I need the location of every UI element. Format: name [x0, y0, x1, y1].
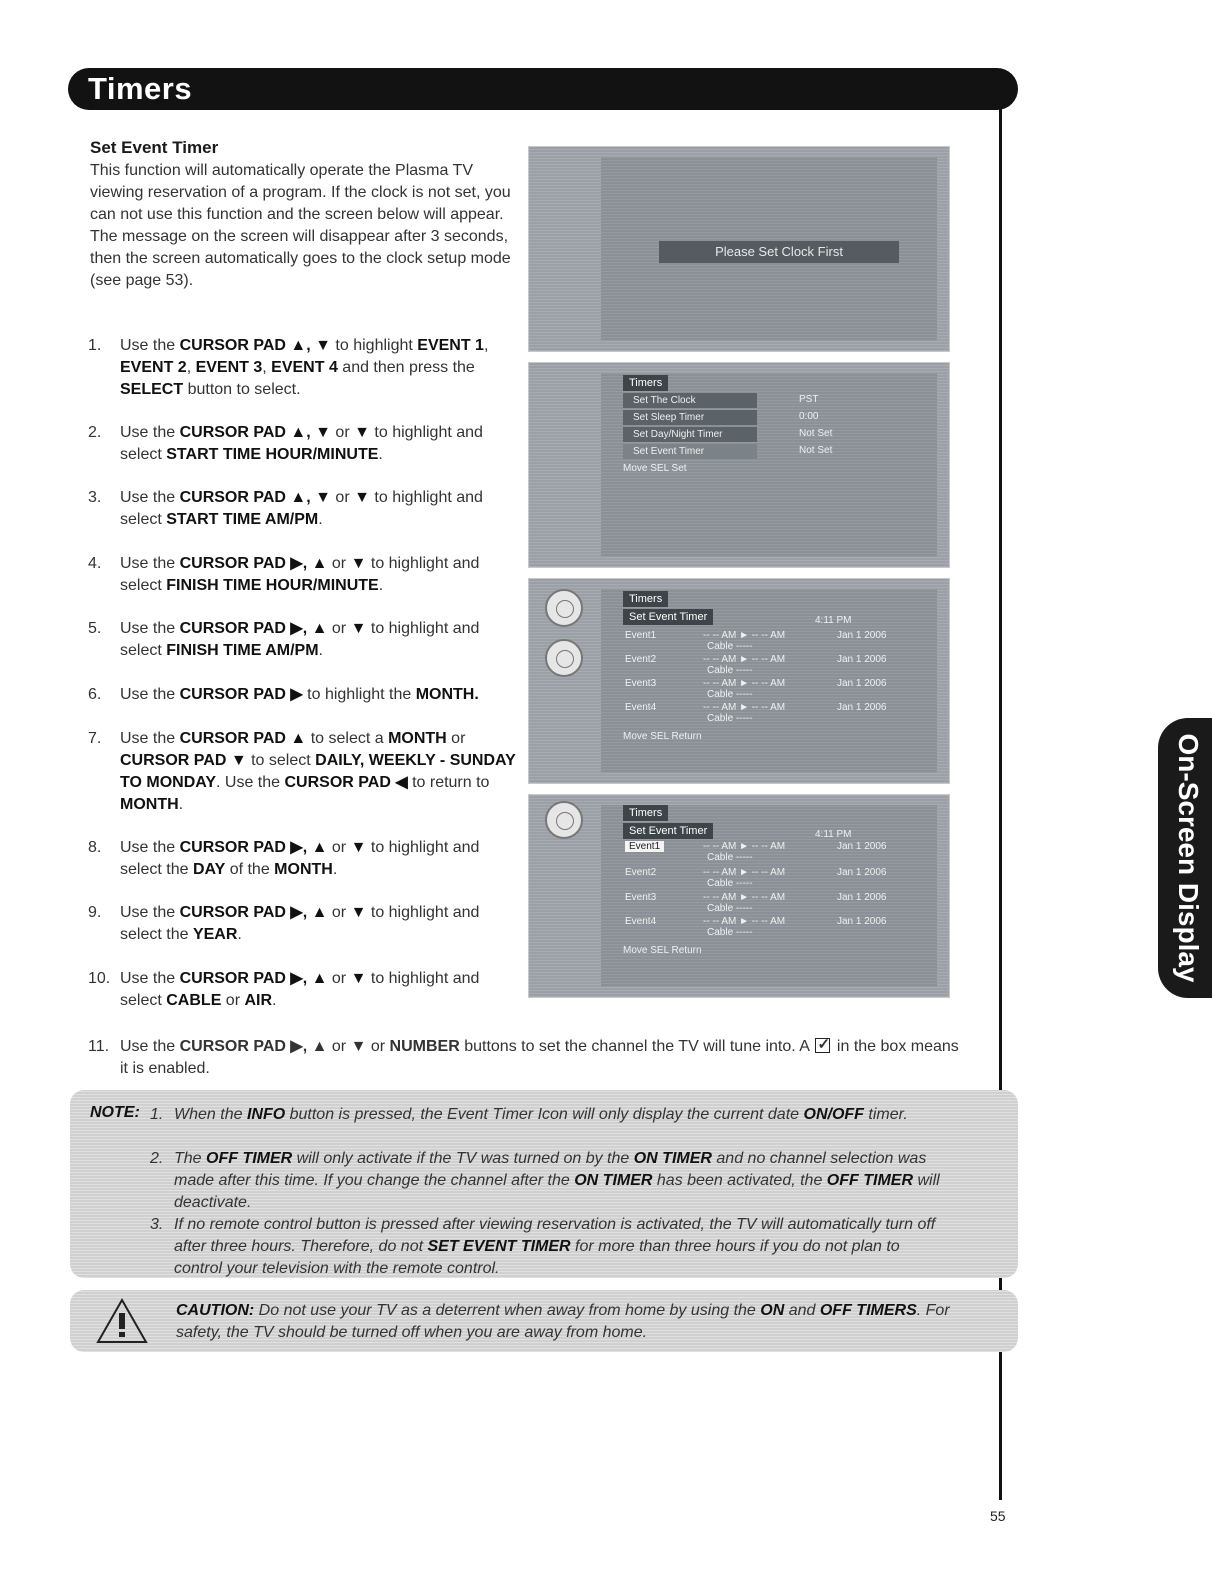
step-number: 3.: [88, 489, 102, 506]
event-date: Jan 1 2006: [837, 867, 887, 878]
tv-screen-event-list-selected: [528, 794, 950, 998]
note-text: If no remote control button is pressed after viewing reservation is activated, the TV will automatically turn off after three hours. Therefore, do not SET EVENT TIMER for more than three hours if you do not plan to control your television with the remote control.: [174, 1216, 936, 1277]
event-cable: Cable -----: [707, 927, 753, 938]
remote-cursor-icon: [545, 639, 583, 677]
step-text: Use the CURSOR PAD ▶, ▲ or ▼ to highlight and select the DAY of the MONTH.: [120, 839, 480, 878]
event-label-selected: Event1: [625, 841, 664, 852]
menu-title: Timers: [623, 375, 668, 391]
note-text: When the INFO button is pressed, the Event Timer Icon will only display the current date ON/OFF timer.: [174, 1106, 908, 1123]
note-item: [150, 1214, 950, 1280]
step-number: 8.: [88, 839, 102, 856]
event-label: Event4: [625, 916, 657, 927]
event-label: Event3: [625, 892, 657, 903]
step-number: 10.: [88, 970, 111, 987]
menu-subtitle: Set Event Timer: [623, 609, 713, 625]
note-number: 1.: [150, 1106, 164, 1123]
menu-subtitle: Set Event Timer: [623, 823, 713, 839]
step-text: Use the CURSOR PAD ▶, ▲ or ▼ to highlight and select the YEAR.: [120, 904, 480, 943]
step-item: [88, 968, 518, 1012]
menu-title: Timers: [623, 591, 668, 607]
event-label: Event2: [625, 654, 657, 665]
page-number: 55: [990, 1508, 1006, 1524]
step-item: [88, 335, 518, 401]
menu-value: PST: [799, 394, 819, 405]
step-text: Use the CURSOR PAD ▶, ▲ or ▼ to highlight and select CABLE or AIR.: [120, 970, 480, 1009]
step-item: [88, 618, 518, 662]
event-cable: Cable -----: [707, 852, 753, 863]
step-number: 11.: [88, 1038, 110, 1055]
note-number: 2.: [150, 1150, 164, 1167]
menu-footer: Move SEL Set: [623, 463, 687, 474]
event-date: Jan 1 2006: [837, 892, 887, 903]
menu-value: Not Set: [799, 428, 833, 439]
section-heading: Set Event Timer: [90, 138, 219, 157]
event-cable: Cable -----: [707, 641, 753, 652]
step-item-11: [88, 1036, 968, 1080]
event-label: Event2: [625, 867, 657, 878]
step-text: Use the CURSOR PAD ▶, ▲ or ▼ to highlight and select FINISH TIME AM/PM.: [120, 620, 480, 659]
step-number: 5.: [88, 620, 102, 637]
event-time: -- -- AM ► -- -- AM: [703, 678, 786, 689]
event-time: -- -- AM ► -- -- AM: [703, 892, 786, 903]
warning-triangle-icon: [96, 1297, 148, 1345]
tv-screen-event-list: [528, 578, 950, 784]
step-number: 9.: [88, 904, 102, 921]
step-number: 4.: [88, 555, 102, 572]
step-item: [88, 422, 518, 466]
step-item: [88, 902, 518, 946]
step-text: Use the CURSOR PAD ▲, ▼ or ▼ to highlight and select START TIME AM/PM.: [120, 489, 483, 528]
event-time: -- -- AM ► -- -- AM: [703, 916, 786, 927]
event-label: Event3: [625, 678, 657, 689]
menu-item-selected: Set Event Timer: [623, 444, 757, 459]
event-time: -- -- AM ► -- -- AM: [703, 654, 786, 665]
intro-paragraph: This function will automatically operate the Plasma TV viewing reservation of a program. If the clock is not set, you can not use this function and the screen below will appear. The message on the screen will disappear after 3 seconds, then the screen automatically goes to the clock setup mode (see page 53).: [90, 162, 511, 289]
side-tab-label: On-Screen Display: [1173, 733, 1204, 983]
event-time: -- -- AM ► -- -- AM: [703, 630, 786, 641]
event-date: Jan 1 2006: [837, 841, 887, 852]
event-time: -- -- AM ► -- -- AM: [703, 702, 786, 713]
event-label: Event4: [625, 702, 657, 713]
event-date: Jan 1 2006: [837, 678, 887, 689]
step-number: 7.: [88, 730, 102, 747]
event-date: Jan 1 2006: [837, 654, 887, 665]
clock-message: Please Set Clock First: [659, 241, 899, 263]
event-label: Event1: [625, 630, 657, 641]
menu-footer: Move SEL Return: [623, 945, 702, 956]
event-time: -- -- AM ► -- -- AM: [703, 841, 786, 852]
tv-screen-clock-message: [528, 146, 950, 352]
clock-label: 4:11 PM: [815, 615, 852, 626]
step-item: [88, 684, 518, 706]
page-title: Timers: [88, 71, 193, 106]
tv-screen-timers-menu: [528, 362, 950, 568]
step-text: Use the CURSOR PAD ▶, ▲ or ▼ to highlight and select FINISH TIME HOUR/MINUTE.: [120, 555, 480, 594]
menu-item: Set Sleep Timer: [623, 410, 757, 425]
step-number: 2.: [88, 424, 102, 441]
step-text: Use the CURSOR PAD ▶ to highlight the MONTH.: [120, 686, 479, 703]
remote-cursor-icon: [545, 589, 583, 627]
note-text: The OFF TIMER will only activate if the TV was turned on by the ON TIMER and no channel selection was made after this time. If you change the channel after the ON TIMER has been activated, the OFF TIMER will deactivate.: [174, 1150, 940, 1211]
event-date: Jan 1 2006: [837, 702, 887, 713]
step-number: 1.: [88, 337, 102, 354]
menu-value: 0:00: [799, 411, 819, 422]
menu-footer: Move SEL Return: [623, 731, 702, 742]
event-cable: Cable -----: [707, 689, 753, 700]
header-bar: [68, 68, 1018, 110]
step-item: [88, 553, 518, 597]
clock-label: 4:11 PM: [815, 829, 852, 840]
event-time: -- -- AM ► -- -- AM: [703, 867, 786, 878]
event-cable: Cable -----: [707, 903, 753, 914]
step-item: [88, 837, 518, 881]
note-title: NOTE:: [90, 1104, 140, 1121]
step-text: Use the CURSOR PAD ▶, ▲ or ▼ or NUMBER buttons to set the channel the TV will tune into. A ✓ in the box means it is enabled.: [120, 1036, 968, 1080]
step-item: [88, 728, 518, 816]
menu-item: Set The Clock: [623, 393, 757, 408]
checkbox-checked-icon: [815, 1038, 830, 1053]
step-text: Use the CURSOR PAD ▲ to select a MONTH or CURSOR PAD ▼ to select DAILY, WEEKLY - SUNDAY TO MONDAY. Use the CURSOR PAD ◀ to return to MONTH.: [120, 730, 516, 813]
step-text: Use the CURSOR PAD ▲, ▼ or ▼ to highlight and select START TIME HOUR/MINUTE.: [120, 424, 483, 463]
menu-value: Not Set: [799, 445, 833, 456]
note-number: 3.: [150, 1216, 164, 1233]
event-date: Jan 1 2006: [837, 916, 887, 927]
event-cable: Cable -----: [707, 878, 753, 889]
caution-text: CAUTION: Do not use your TV as a deterrent when away from home by using the ON and OFF TIMERS. For safety, the TV should be turned off when you are away from home.: [176, 1302, 950, 1341]
menu-item: Set Day/Night Timer: [623, 427, 757, 442]
event-date: Jan 1 2006: [837, 630, 887, 641]
note-item: [150, 1104, 950, 1126]
step-text: Use the CURSOR PAD ▲, ▼ to highlight EVENT 1, EVENT 2, EVENT 3, EVENT 4 and then press the SELECT button to select.: [120, 337, 489, 398]
note-item: [150, 1148, 950, 1214]
remote-cursor-icon: [545, 801, 583, 839]
menu-title: Timers: [623, 805, 668, 821]
event-cable: Cable -----: [707, 665, 753, 676]
event-cable: Cable -----: [707, 713, 753, 724]
step-number: 6.: [88, 686, 102, 703]
step-item: [88, 487, 518, 531]
